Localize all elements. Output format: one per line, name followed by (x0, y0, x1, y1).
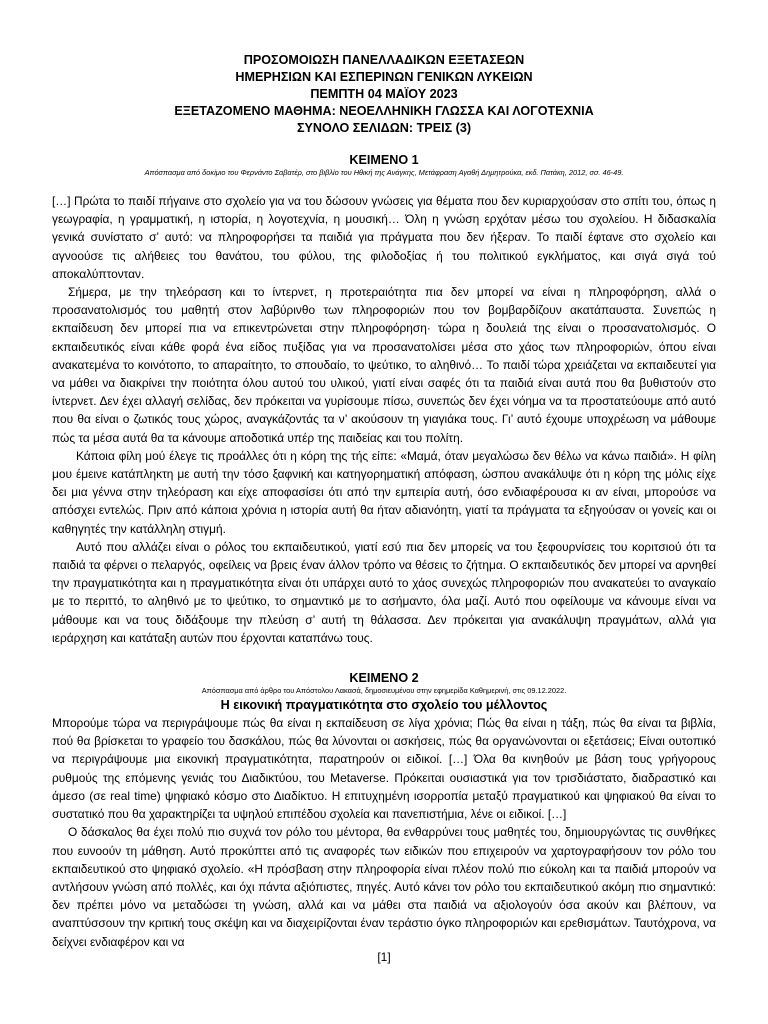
header-date: ΠΕΜΠΤΗ 04 ΜΑΪΟΥ 2023 (310, 87, 458, 101)
text1-heading: ΚΕΙΜΕΝΟ 1 (349, 153, 419, 167)
text1-paragraph: […] Πρώτα το παιδί πήγαινε στο σχολείο για να του δώσουν γνώσεις για θέματα που δεν κυριαρχούσαν στο σπίτι του, όπως η γεωγραφία, η γραμματική, η ιστορία, η λογοτεχνία, η μουσική… Όλη η γνώση ερχόταν μέσω του σχολείου. Η διδασκαλία γενικά συνίστατο σ’ αυτό: να πληροφορήσει τα παιδιά για πράγματα που δεν ήξεραν. Το παιδί έφτανε στο σχολείο και αγνοούσε τις αλήθειες του θανάτου, του φύλου, της φιλοδοξίας ή του πολιτικού εγκλήματος, και σιγά σιγά τού αποκαλύπτονταν. (52, 194, 716, 281)
text1-paragraph: Αυτό που αλλάζει είναι ο ρόλος του εκπαιδευτικού, γιατί εσύ πια δεν μπορείς να του ξεφουρνίσεις του κοριτσιού ότι τα παιδιά τα φέρνει ο πελαργός, οφείλεις να βρεις έναν άλλον τρόπο να θέσεις το ζήτημα. Ο εκπαιδευτικός δεν μπορεί να αρνηθεί την πραγματικότητα και η πραγματικότητα είναι ότι υπάρχει αυτό το χάος συνεχώς πληροφοριών που ανακατεύει το αναγκαίο με το περιττό, το αληθινό με το ψεύτικο, το σημαντικό με το ασήμαντο, όλα μαζί. Αυτό που οφείλουμε να κάνουμε είναι να μάθουμε και να τους διδάξουμε την πλεύση σ’ αυτή τη θάλασσα. Δεν πρόκειται για ανακάλυψη πραγμάτων, αλλά για ιεράρχηση και κατάταξη αυτών που έρχονται καταπάνω τους. (52, 539, 716, 645)
text1-paragraph: Σήμερα, με την τηλεόραση και το ίντερνετ, η προτεραιότητα πια δεν μπορεί να είναι η πληροφόρηση, αλλά ο προσανατολισμός του μαθητή στον λαβύρινθο των πληροφοριών που τον βομβαρδίζουν ακατάπαυστα. Συνεπώς η εκπαίδευση δεν μπορεί πια να επικεντρώνεται στην πληροφόρηση· τώρα η δουλειά της είναι ο προσανατολισμός. Ο εκπαιδευτικός είναι κάθε φορά ένα είδος πυξίδας για να προσανατολίσει μέσα στο χάος των πληροφοριών, όπου είναι ανακατεμένα το κοινότοπο, το απαραίτητο, το σπουδαίο, το ψεύτικο, το αληθινό… Το παιδί τώρα χρειάζεται να εκπαιδευτεί για να μάθει να διακρίνει την ποιότητα όλου αυτού του υλικού, γιατί είναι σαφές ότι τα παιδιά είναι αυτά που θα βυθιστούν στο ίντερνετ. Δεν έχει αλλαγή σελίδας, δεν πρόκειται να γυρίσουμε πίσω, συνεπώς δεν έχει νόημα να τα προστατεύουμε από αυτό που θα είναι ο ζωτικός τους χώρος, αναγκάζοντάς τα ν’ ακούσουν τη γιαγιάκα τους. Γι’ αυτό έχουμε υποχρέωση να μάθουμε πώς τα μέσα αυτά θα τα κάνουμε αποδοτικά υπέρ της παιδείας και του πολίτη. (52, 285, 716, 445)
text2-paragraph: Ο δάσκαλος θα έχει πολύ πιο συχνά τον ρόλο του μέντορα, θα ενθαρρύνει τους μαθητές του, δημιουργώντας τις συνθήκες που ευνοούν τη μάθηση. Αυτό προκύπτει από τις αναφορές των ειδικών που επιχειρούν να χαρτογραφήσουν τον ρόλο του εκπαιδευτικού στο ψηφιακό σχολείο. «Η πρόσβαση στην πληροφορία είναι πλέον πολύ πιο εύκολη και τα παιδιά μπορούν να αντλήσουν γνώση από πολλές, και όχι πάντα αξιόπιστες, πηγές. Αυτό κάνει τον ρόλο του εκπαιδευτικού ακόμη πιο σημαντικό: δεν πρέπει μόνο να μεταδώσει τη γνώση, αλλά και να μάθει στα παιδιά να αξιολογούν όσα ακούν και βλέπουν, να αναπτύσσουν την κριτική τους σκέψη και να διαχειρίζονται έναν τεράστιο όγκο πληροφοριών και ερεθισμάτων. Ταυτόχρονα, να δείχνει ενδιαφέρον και να (52, 825, 716, 949)
text2-title: Η εικονική πραγματικότητα στο σχολείο του μέλλοντος (220, 698, 548, 713)
text2-paragraph: Μπορούμε τώρα να περιγράψουμε πώς θα είναι η εκπαίδευση σε λίγα χρόνια; Πώς θα είναι η τάξη, πώς θα είναι τα βιβλία, πού θα βρίσκεται το γραφείο του δασκάλου, πώς θα λύνονται οι ασκήσεις, πώς θα οργανώνονται οι εξετάσεις; Είναι ουτοπικό να περιγράψουμε μια εικονική πραγματικότητα, παρατηρούν οι ειδικοί. […] Όλα θα κινηθούν με βάση τους γρήγορους ρυθμούς της επόμενης γενιάς του Διαδικτύου, του Metaverse. Πρόκειται ουσιαστικά για τον τρισδιάστατο, διαδραστικό και άμεσο (σε real time) ψηφιακό κόσμο στο Διαδίκτυο. Η επιτυχημένη ισορροπία μεταξύ πραγματικού και ψηφιακού θα είναι το συστατικό που θα χαρακτηρίζει τα υψηλού επιπέδου σχολεία και πανεπιστήμια, λένε οι ειδικοί. […] (52, 716, 716, 822)
text2-source: Απόσπασμα από άρθρο του Απόστολου Λακασά, δημοσιευμένου στην εφημερίδα Καθημερινή, στις 09.12.2022. (201, 686, 567, 696)
text2-heading: ΚΕΙΜΕΝΟ 2 (349, 671, 419, 686)
text1-paragraph: Κάποια φίλη μού έλεγε τις προάλλες ότι η κόρη της τής είπε: «Μαμά, όταν μεγαλώσω δεν θέλω να κάνω παιδιά». Η φίλη μου έμεινε κατάπληκτη με αυτή την τόσο ξαφνική και κατηγορηματική απόφαση, ώσπου ανακάλυψε ότι η κόρη της μόλις είχε δει μια γέννα στην τηλεόραση και είχε αποφασίσει ότι από την εμπειρία αυτή, όσο ενδιαφέρουσα κι αν είναι, μπορούσε να απόσχει εντελώς. Πριν από κάποια χρόνια η ιστορία αυτή θα ήταν αδιανόητη, γιατί τα πράγματα τα εξηγούσαν οι γονείς και οι καθηγητές την κατάλληλη στιγμή. (52, 448, 716, 536)
header-subject: ΕΞΕΤΑΖΟΜΕΝΟ ΜΑΘΗΜΑ: ΝΕΟΕΛΛΗΝΙΚΗ ΓΛΩΣΣΑ ΚΑΙ ΛΟΓΟΤΕΧΝΙΑ (174, 104, 594, 118)
exam-header (52, 52, 716, 137)
header-school-type: ΗΜΕΡΗΣΙΩΝ ΚΑΙ ΕΣΠΕΡΙΝΩΝ ΓΕΝΙΚΩΝ ΛΥΚΕΙΩΝ (235, 70, 533, 84)
header-page-count: ΣΥΝΟΛΟ ΣΕΛΙΔΩΝ: ΤΡΕΙΣ (3) (296, 121, 472, 135)
header-title: ΠΡΟΣΟΜΟΙΩΣΗ ΠΑΝΕΛΛΑΔΙΚΩΝ ΕΞΕΤΑΣΕΩΝ (243, 53, 525, 67)
text1-source: Απόσπασμα από δοκίμιο του Φερνάντο Σαβατέρ, στο βιβλίο του Ηθική της Ανάγκης, Μετάφραση Αγαθή Δημητρούκα, εκδ. Πατάκη, 2012, σσ. 46-49. (144, 168, 624, 177)
page-number: [1] (377, 950, 391, 964)
